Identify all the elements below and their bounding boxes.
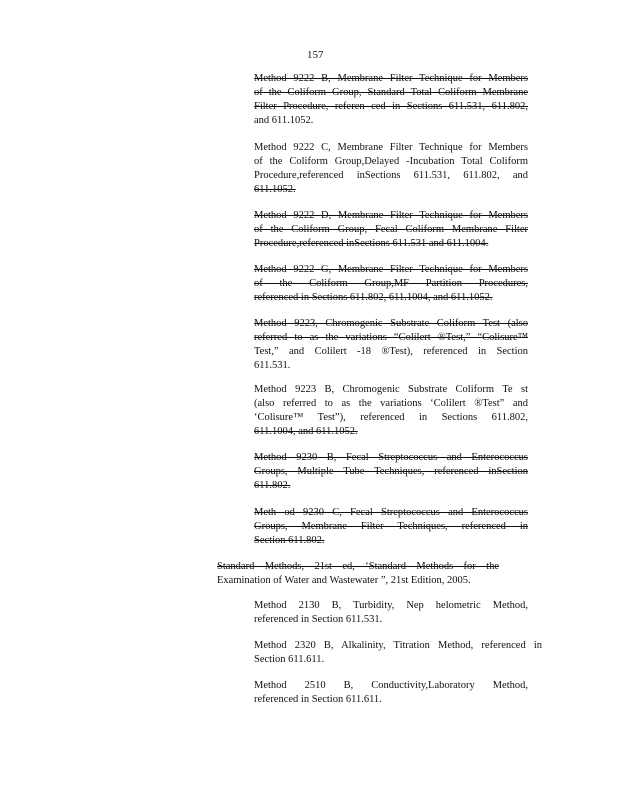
citation-line: Procedure,referenced inSections 611.531, 611.802, and [254, 170, 528, 181]
citation-line: of the Coliform Group, Standard Total Coliform Membrane [254, 87, 528, 98]
citation-line: Method 2130 B, Turbidity, Nep helometric Method, [254, 600, 528, 611]
citation-line: Method 2510 B, Conductivity,Laboratory Method, [254, 680, 528, 691]
citation-line: and 611.1052. [254, 115, 314, 126]
citation-line: 611.531. [254, 360, 291, 371]
citation-line: 611.802. [254, 480, 291, 491]
citation-entry [254, 72, 528, 128]
citation-entry [254, 639, 542, 667]
page-number: 157 [307, 49, 324, 61]
citation-line: 611.1052. [254, 184, 296, 195]
citation-line: referenced in Sections 611.802, 611.1004, and 611.1052. [254, 292, 493, 303]
citation-line: Procedure,referenced inSections 611.531 and 611.1004. [254, 238, 489, 249]
citation-line: Test,” and Colilert -18 ®Test), referenced in Section [254, 346, 528, 357]
citation-entry [254, 263, 528, 305]
citation-line: referenced in Section 611.611. [254, 694, 382, 705]
citation-line: of the Coliform Group,Delayed -Incubation Total Coliform [254, 156, 528, 167]
citation-line: of the Coliform Group,MF Partition Procedures, [254, 278, 528, 289]
citation-line: Method 9222 B, Membrane Filter Technique for Members [254, 73, 528, 84]
citation-line: Method 9222 D, Membrane Filter Technique for Members [254, 210, 528, 221]
citation-entry [254, 209, 528, 251]
citation-entry [254, 451, 528, 493]
citation-entry [254, 679, 528, 707]
citation-line: Groups, Membrane Filter Techniques, referenced in [254, 521, 528, 532]
citation-line: 611.1004, and 611.1052. [254, 426, 358, 437]
citation-line: Method 9222 G, Membrane Filter Technique for Members [254, 264, 528, 275]
citation-line: referenced in Section 611.531. [254, 614, 383, 625]
citation-line: Method 9222 C, Membrane Filter Technique for Members [254, 142, 528, 153]
citation-line: referred to as the variations “Colilert ®Test,” “Colisure™ [254, 332, 528, 343]
citation-line: Meth od 9230 C, Fecal Streptococcus and Enterococcus [254, 507, 528, 518]
citation-line: Examination of Water and Wastewater ”, 21st Edition, 2005. [217, 575, 471, 586]
citation-line: of the Coliform Group, Fecal Coliform Membrane Filter [254, 224, 528, 235]
citation-entry [254, 141, 528, 197]
citation-line: Section 611.611. [254, 654, 325, 665]
citation-line: Method 9223 B, Chromogenic Substrate Coliform Te st [254, 384, 528, 395]
citation-entry [254, 599, 528, 627]
citation-entry [217, 560, 499, 588]
citation-line: Method 2320 B, Alkalinity, Titration Method, referenced in [254, 640, 542, 651]
citation-entry [254, 317, 528, 373]
citation-line: Filter Procedure, referen ced in Sections 611.531, 611.802, [254, 101, 528, 112]
citation-line: Groups, Multiple Tube Techniques, referenced inSection [254, 466, 528, 477]
citation-entry [254, 383, 528, 439]
citation-entry [254, 506, 528, 548]
citation-line: Section 611.802. [254, 535, 325, 546]
citation-line: ‘Colisure™ Test”), referenced in Sections 611.802, [254, 412, 528, 423]
citation-line: Standard Methods, 21st ed, ‘Standard Methods for the [217, 561, 499, 572]
citation-line: Method 9223, Chromogenic Substrate Coliform Test (also [254, 318, 528, 329]
citation-line: Method 9230 B, Fecal Streptococcus and Enterococcus [254, 452, 528, 463]
citation-line: (also referred to as the variations ‘Colilert ®Test” and [254, 398, 528, 409]
